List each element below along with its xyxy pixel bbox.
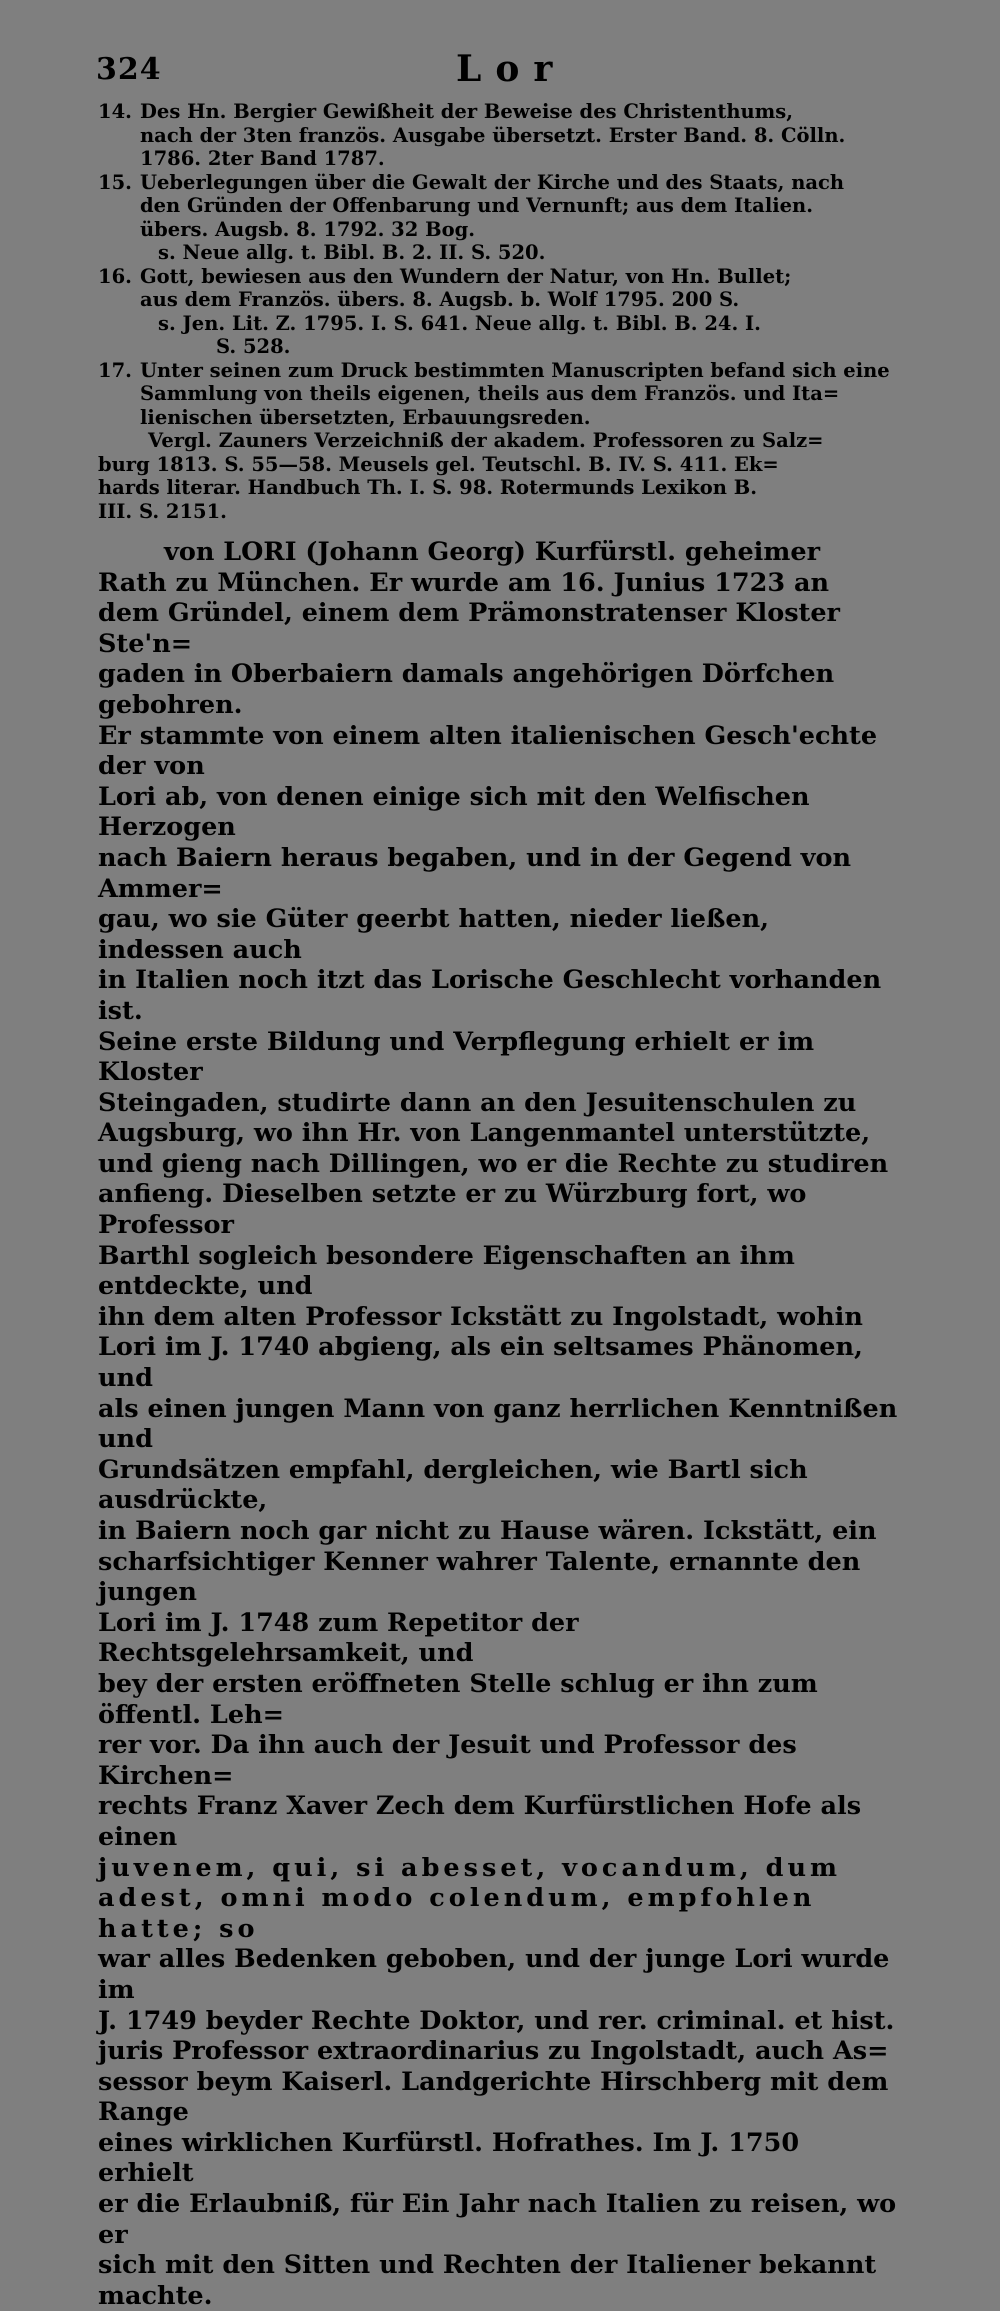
text-line: und gieng nach Dillingen, wo er die Rechte zu studiren (98, 1148, 889, 1179)
work-list (98, 100, 898, 523)
item-number: 14. (98, 100, 132, 123)
page-header (96, 48, 896, 92)
text-line: Lori im J. 1740 abgieng, als ein seltsames Phänomen, und (98, 1332, 863, 1394)
text-line: er die Erlaubniß, für Ein Jahr nach Italien zu reisen, wo er (98, 2189, 897, 2250)
list-item (98, 359, 898, 430)
text-line: Vergl. Zauners Verzeichniß der akadem. Professoren zu Salz= (148, 429, 824, 452)
page-number: 324 (96, 52, 162, 87)
text-line: rechts Franz Xaver Zech dem Kurfürstlichen Hofe als einen (98, 1791, 862, 1852)
item-text (140, 171, 898, 242)
item-text (140, 100, 898, 171)
review-reference: s. Neue allg. t. Bibl. B. 2. II. S. 520. (158, 241, 546, 264)
text-line: aus dem Französ. übers. 8. Augsb. b. Wolf 1795. 200 S. (140, 288, 740, 311)
text-line: juris Professor extraordinarius zu Ingolstadt, auch As= (98, 2036, 889, 2067)
item-number: 16. (98, 264, 132, 288)
text-line: Grundsätzen empfahl, dergleichen, wie Bartl sich ausdrückte, (98, 1454, 808, 1516)
list-item (98, 171, 898, 242)
text-line: juvenem, qui, si abesset, vocandum, dum (98, 1852, 841, 1883)
text-line: eines wirklichen Kurfürstl. Hofrathes. Im J. 1750 erhielt (98, 2127, 800, 2189)
text-line: Sammlung von theils eigenen, theils aus dem Französ. und Ita= (140, 382, 840, 405)
text-line: übers. Augsb. 8. 1792. 32 Bog. (140, 217, 476, 241)
text-line: 1786. 2ter Band 1787. (140, 147, 385, 170)
text-line: Augsburg, wo ihn Hr. von Langenmantel unterstützte, (98, 1118, 871, 1149)
text-line: J. 1749 beyder Rechte Doktor, und rer. criminal. et hist. (98, 2005, 895, 2036)
text-line: ihn dem alten Professor Ickstätt zu Ingolstadt, wohin (98, 1301, 863, 1332)
item-text (140, 359, 898, 430)
text-line: dem Gründel, einem dem Prämonstratenser Kloster Ste'n= (98, 598, 840, 659)
text-line: rer vor. Da ihn auch der Jesuit und Professor des Kirchen= (98, 1730, 797, 1791)
text-line: hards literar. Handbuch Th. I. S. 98. Rotermunds Lexikon B. (98, 476, 758, 499)
list-item (98, 100, 898, 171)
text-line: III. S. 2151. (98, 499, 227, 523)
text-line: in Italien noch itzt das Lorische Geschlecht vorhanden ist. (98, 965, 882, 1026)
text-line: war alles Bedenken geboben, und der junge Lori wurde im (98, 1944, 890, 2005)
review-reference: s. Jen. Lit. Z. 1795. I. S. 641. Neue allg. t. Bibl. B. 24. I. (158, 311, 761, 335)
item-number: 15. (98, 170, 132, 194)
list-item (98, 265, 898, 312)
text-line: sessor beym Kaiserl. Landgerichte Hirschberg mit dem Range (98, 2066, 889, 2128)
text-line: Lori im J. 1748 zum Repetitor der Rechtsgelehrsamkeit, und (98, 1607, 579, 1669)
text-line: nach Baiern heraus begaben, und in der Gegend von Ammer= (98, 842, 852, 904)
text-line: burg 1813. S. 55—58. Meusels gel. Teutschl. B. IV. S. 411. Ek= (98, 452, 779, 476)
text-line: lienischen übersetzten, Erbauungsreden. (140, 405, 591, 429)
item-text (140, 265, 898, 312)
text-line: Gott, bewiesen aus den Wundern der Natur, von Hn. Bullet; (140, 264, 792, 288)
text-line: Er stammte von einem alten italienischen Gesch'echte der von (98, 720, 878, 782)
text-line: Barthl sogleich besondere Eigenschaften an ihm entdeckte, und (98, 1240, 795, 1302)
text-line: adest, omni modo colendum, empfohlen hatte; so (98, 1883, 816, 1944)
text-line: als einen jungen Mann von ganz herrlichen Kenntnißen und (98, 1393, 898, 1455)
source-references (98, 429, 898, 523)
text-line: Ueberlegungen über die Gewalt der Kirche und des Staats, nach (140, 170, 845, 194)
text-line: sich mit den Sitten und Rechten der Italiener bekannt machte. (98, 2250, 877, 2311)
text-line: scharfsichtiger Kenner wahrer Talente, ernannte den jungen (98, 1546, 861, 1608)
text-line: gau, wo sie Güter geerbt hatten, nieder ließen, indessen auch (98, 904, 770, 965)
text-line: gaden in Oberbaiern damals angehörigen Dörfchen gebohren. (98, 659, 835, 720)
text-line: anfieng. Dieselben setzte er zu Würzburg fort, wo Professor (98, 1179, 807, 1241)
text-line: Rath zu München. Er wurde am 16. Junius 1723 an (98, 567, 830, 598)
text-line: Unter seinen zum Druck bestimmten Manuscripten befand sich eine (140, 358, 890, 382)
text-line: Steingaden, studirte dann an den Jesuitenschulen zu (98, 1087, 857, 1118)
text-line: in Baiern noch gar nicht zu Hause wären. Ickstätt, ein (98, 1516, 877, 1546)
text-line: Des Hn. Bergier Gewißheit der Beweise des Christenthums, (140, 100, 794, 123)
text-line: nach der 3ten französ. Ausgabe übersetzt. Erster Band. 8. Cölln. (140, 123, 846, 147)
running-head: Lor (456, 48, 567, 90)
text-line: Seine erste Bildung und Verpflegung erhielt er im Kloster (98, 1026, 815, 1088)
text-line: den Gründen der Offenbarung und Vernunft; aus dem Italien. (140, 194, 814, 217)
review-reference: S. 528. (216, 335, 291, 358)
item-number: 17. (98, 358, 132, 382)
text-line: Lori ab, von denen einige sich mit den Welfischen Herzogen (98, 781, 810, 843)
text-line: von LORI (Johann Georg) Kurfürstl. geheimer (164, 537, 821, 567)
text-line: bey der ersten eröffneten Stelle schlug er ihn zum öffentl. Leh= (98, 1668, 818, 1730)
biography-entry (98, 537, 898, 2311)
